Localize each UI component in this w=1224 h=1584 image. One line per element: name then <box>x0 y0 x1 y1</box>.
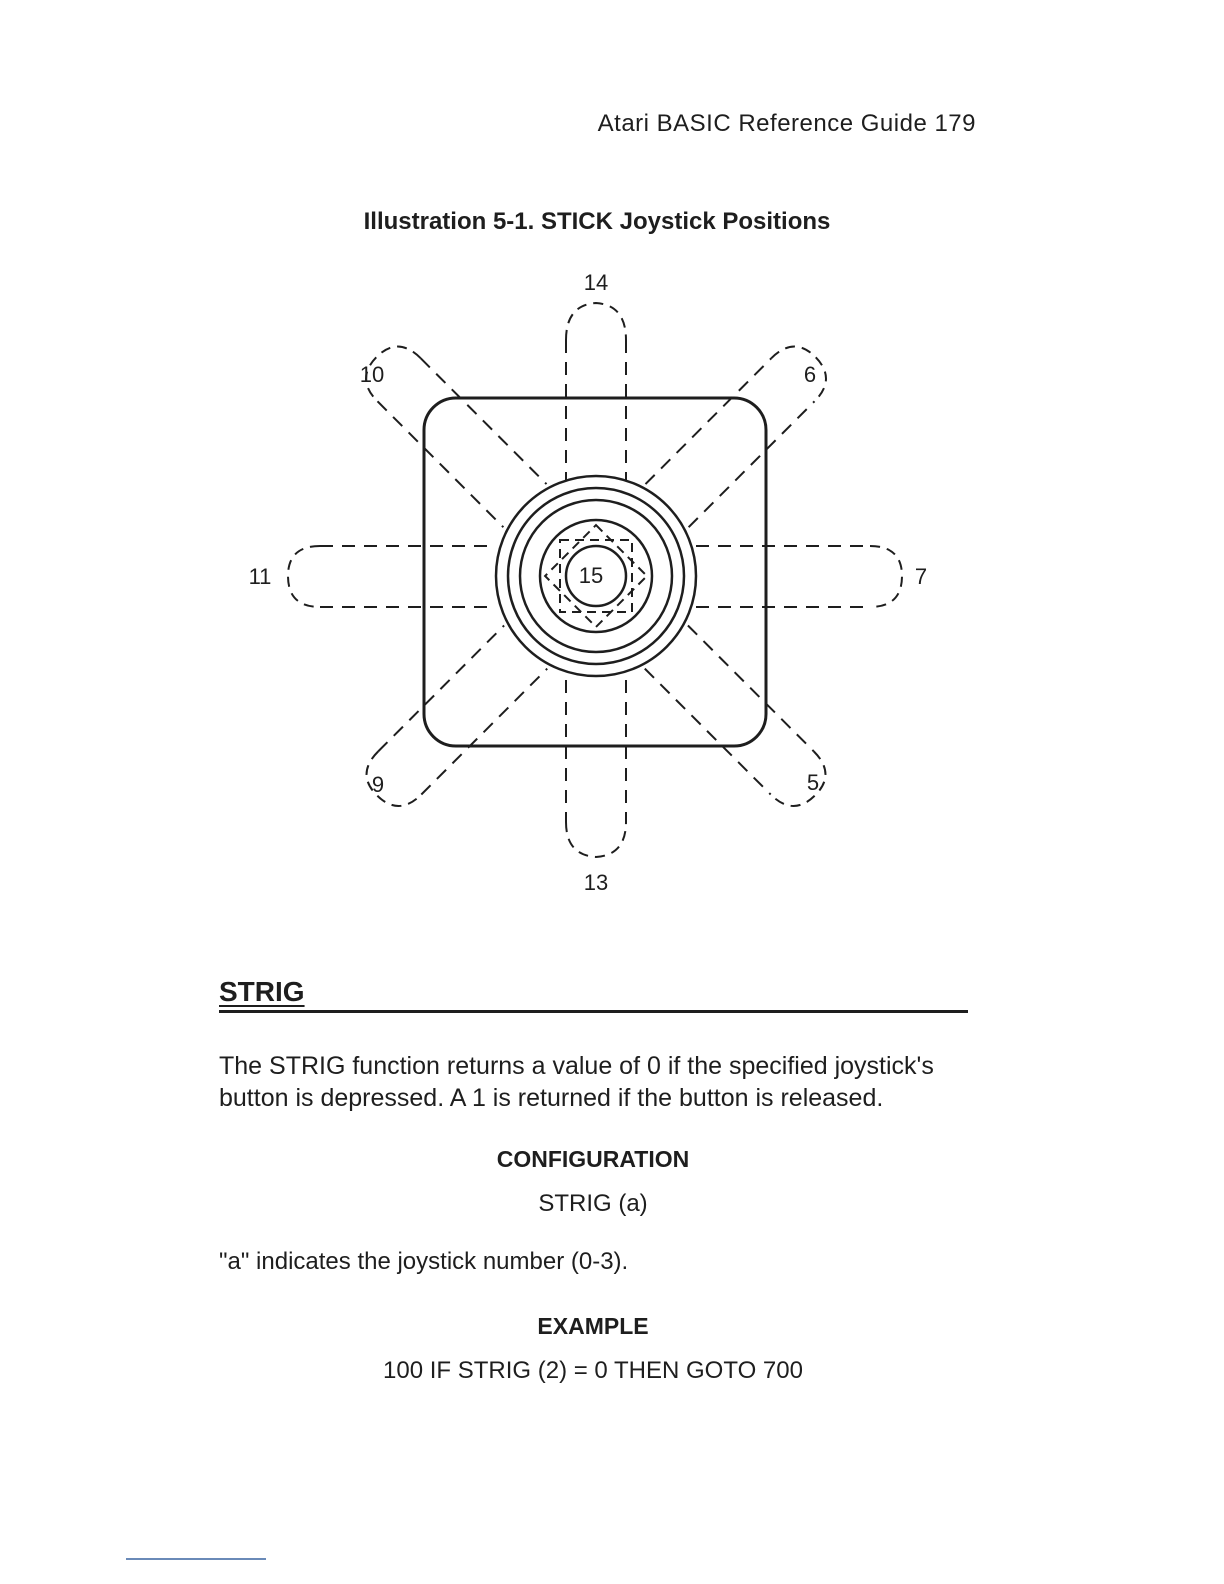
configuration-heading: CONFIGURATION <box>496 1146 690 1172</box>
body-paragraph <box>219 1050 979 1114</box>
example-heading: EXAMPLE <box>537 1313 649 1339</box>
label-up: 14 <box>583 270 609 295</box>
label-up-left: 10 <box>359 362 385 387</box>
parameter-note: "a" indicates the joystick number (0-3). <box>219 1248 629 1275</box>
footer-rule <box>126 1558 266 1560</box>
label-down: 13 <box>583 870 609 895</box>
body-line: button is depressed. A 1 is returned if the button is released. <box>219 1084 884 1112</box>
label-center: 15 <box>578 563 604 588</box>
label-up-right: 6 <box>803 362 817 387</box>
label-down-right: 5 <box>806 770 820 795</box>
label-left: 11 <box>248 564 272 589</box>
running-head: Atari BASIC Reference Guide 179 <box>597 110 976 137</box>
label-right: 7 <box>914 564 928 589</box>
configuration-syntax: STRIG (a) <box>538 1190 648 1217</box>
heading-rule <box>219 1010 968 1013</box>
label-down-left: 9 <box>371 772 385 797</box>
body-line: The STRIG function returns a value of 0 if the specified joystick's <box>219 1052 934 1080</box>
example-code: 100 IF STRIG (2) = 0 THEN GOTO 700 <box>383 1357 803 1384</box>
figure-title: Illustration 5-1. STICK Joystick Positions <box>363 208 831 235</box>
section-heading: STRIG <box>219 976 305 1007</box>
